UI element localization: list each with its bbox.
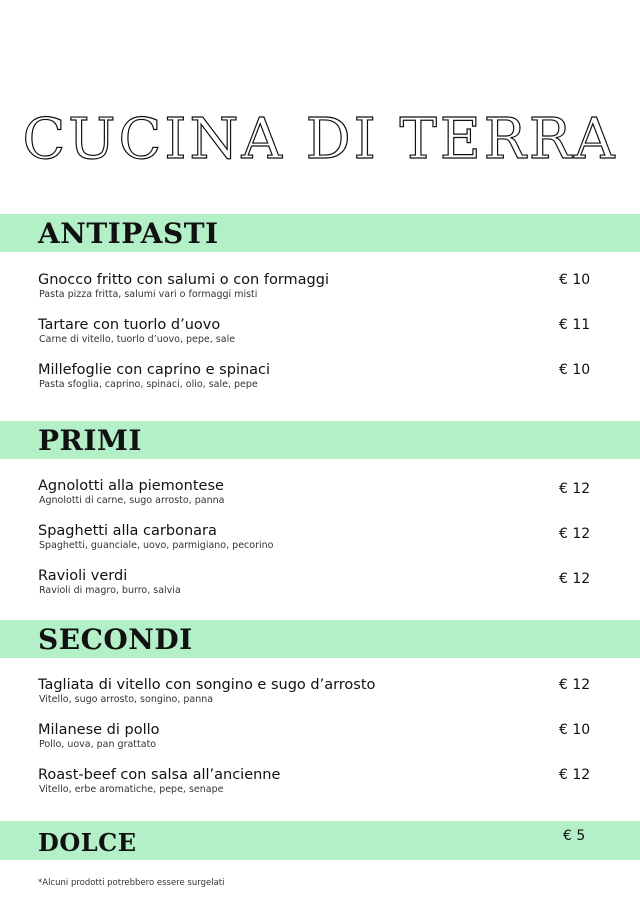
section-title: PRIMI [38, 424, 143, 457]
section-header-dolce [0, 821, 640, 860]
section-header-antipasti [0, 214, 640, 252]
item-price: € 12 [559, 481, 591, 497]
item-price: € 10 [559, 272, 591, 288]
item-description: Vitello, sugo arrosto, songino, panna [39, 694, 214, 705]
item-price: € 12 [559, 571, 591, 587]
menu-item [38, 721, 628, 751]
menu-item [38, 361, 628, 391]
item-description: Pasta pizza fritta, salumi vari o formaggi misti [39, 289, 258, 300]
item-description: Carne di vitello, tuorlo d’uovo, pepe, sale [39, 334, 236, 345]
menu-item [38, 477, 628, 507]
item-description: Vitello, erbe aromatiche, pepe, senape [39, 784, 224, 795]
item-name: Roast-beef con salsa all’ancienne [38, 767, 281, 783]
menu-item [38, 676, 628, 706]
dolce-price: € 5 [563, 828, 586, 844]
menu-item [38, 316, 628, 346]
item-price: € 11 [559, 317, 591, 333]
item-name: Agnolotti alla piemontese [38, 478, 224, 494]
menu-item [38, 522, 628, 552]
item-name: Gnocco fritto con salumi o con formaggi [38, 272, 329, 288]
item-description: Agnolotti di carne, sugo arrosto, panna [39, 495, 225, 506]
section-header-primi [0, 421, 640, 459]
section-title: ANTIPASTI [38, 217, 219, 250]
section-title: DOLCE [38, 828, 137, 857]
item-price: € 12 [559, 526, 591, 542]
item-name: Milanese di pollo [38, 722, 160, 738]
item-price: € 12 [559, 677, 591, 693]
footnote: *Alcuni prodotti potrebbero essere surgelati [38, 878, 225, 888]
item-name: Spaghetti alla carbonara [38, 523, 217, 539]
item-description: Ravioli di magro, burro, salvia [39, 585, 181, 596]
item-description: Pasta sfoglia, caprino, spinaci, olio, sale, pepe [39, 379, 258, 390]
item-description: Pollo, uova, pan grattato [39, 739, 157, 750]
item-name: Tartare con tuorlo d’uovo [38, 317, 221, 333]
item-price: € 10 [559, 722, 591, 738]
section-header-secondi [0, 620, 640, 658]
menu-item [38, 567, 628, 597]
item-name: Ravioli verdi [38, 568, 128, 584]
item-name: Millefoglie con caprino e spinaci [38, 362, 271, 378]
menu-item [38, 766, 628, 796]
item-description: Spaghetti, guanciale, uovo, parmigiano, pecorino [39, 540, 274, 551]
item-name: Tagliata di vitello con songino e sugo d’arrosto [38, 677, 376, 693]
item-price: € 12 [559, 767, 591, 783]
item-price: € 10 [559, 362, 591, 378]
section-title: SECONDI [38, 623, 193, 656]
menu-title: CUCINA DI TERRA [22, 106, 618, 172]
menu-item [38, 271, 628, 301]
